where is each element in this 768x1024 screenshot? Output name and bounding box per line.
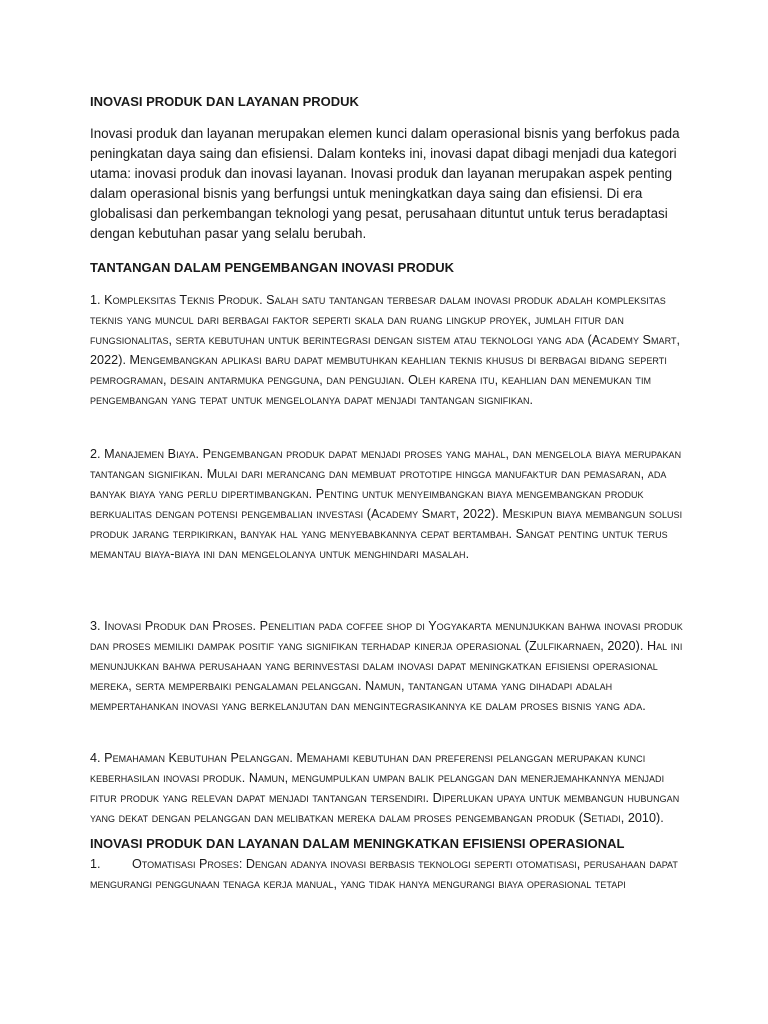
challenge-paragraph-4: 4. Pemahaman Kebutuhan Pelanggan. Memahami kebutuhan dan preferensi pelanggan merupakan kunci keberhasilan inovasi produk. Namun, mengumpulkan umpan balik pelanggan dan menerjemahkannya menjadi fitur produk yang relevan dapat menjadi tantangan tersendiri. Diperlukan upaya untuk membangun hubungan yang dekat dengan pelanggan dan melibatkan mereka dalam proses pengembangan produk (Setiadi, 2010).: [90, 751, 680, 825]
efficiency-item-number: 1.: [90, 857, 101, 871]
heading-tantangan: TANTANGAN DALAM PENGEMBANGAN INOVASI PRODUK: [90, 260, 454, 275]
intro-paragraph: Inovasi produk dan layanan merupakan elemen kunci dalam operasional bisnis yang berfokus pada peningkatan daya saing dan efisiensi. Dalam konteks ini, inovasi dapat dibagi menjadi dua kategori utama: inovasi produk dan inovasi layanan. Inovasi produk dan layanan merupakan aspek penting dalam operasional bisnis yang berfungsi untuk meningkatkan daya saing dan efisiensi. Di era globalisasi dan perkembangan teknologi yang pesat, perusahaan dituntut untuk terus beradaptasi dengan kebutuhan pasar yang selalu berubah.: [90, 126, 680, 241]
challenge-paragraph-1: 1. Kompleksitas Teknis Produk. Salah satu tantangan terbesar dalam inovasi produk adalah kompleksitas teknis yang muncul dari berbagai faktor seperti skala dan ruang lingkup proyek, jumlah fitur dan fungsionalitas, serta kebutuhan untuk berintegrasi dengan sistem atau teknologi yang ada (Academy Smart, 2022). Mengembangkan aplikasi baru dapat membutuhkan keahlian teknis khusus di berbagai bidang seperti pemrograman, desain antarmuka pengguna, dan pengujian. Oleh karena itu, keahlian dan menemukan tim pengembangan yang tepat untuk mengelolanya dapat menjadi tantangan signifikan.: [90, 293, 681, 407]
heading-inovasi-produk: INOVASI PRODUK DAN LAYANAN PRODUK: [90, 94, 359, 109]
challenge-paragraph-3: 3. Inovasi Produk dan Proses. Penelitian pada coffee shop di Yogyakarta menunjukkan bahwa inovasi produk dan proses memiliki dampak positif yang signifikan terhadap kinerja operasional (Zulfikarnaen, 2020). Hal ini menunjukkan bahwa perusahaan yang berinvestasi dalam inovasi dapat meningkatkan efisiensi operasional mereka, serta memperbaiki pengalaman pelanggan. Namun, tantangan utama yang dihadapi adalah mempertahankan inovasi yang berkelanjutan dan mengintegrasikannya ke dalam proses bisnis yang ada.: [90, 619, 683, 713]
efficiency-item-text: Otomatisasi Proses: Dengan adanya inovasi berbasis teknologi seperti otomatisasi, perusahaan dapat mengurangi penggunaan tenaga kerja manual, yang tidak hanya mengurangi biaya operasional tetapi: [90, 857, 678, 891]
heading-efisiensi: INOVASI PRODUK DAN LAYANAN DALAM MENINGKATKAN EFISIENSI OPERASIONAL: [90, 836, 625, 851]
efficiency-item-1: [90, 854, 690, 894]
challenge-paragraph-2: 2. Manajemen Biaya. Pengembangan produk dapat menjadi proses yang mahal, dan mengelola biaya merupakan tantangan signifikan. Mulai dari merancang dan membuat prototipe hingga manufaktur dan pemasaran, ada banyak biaya yang perlu dipertimbangkan. Penting untuk menyeimbangkan biaya mengembangkan produk berkualitas dengan potensi pengembalian investasi (Academy Smart, 2022). Meskipun biaya membangun solusi produk jarang terpikirkan, banyak hal yang menyebabkannya cepat bertambah. Sangat penting untuk terus memantau biaya-biaya ini dan mengelolanya untuk menghindari masalah.: [90, 447, 683, 561]
